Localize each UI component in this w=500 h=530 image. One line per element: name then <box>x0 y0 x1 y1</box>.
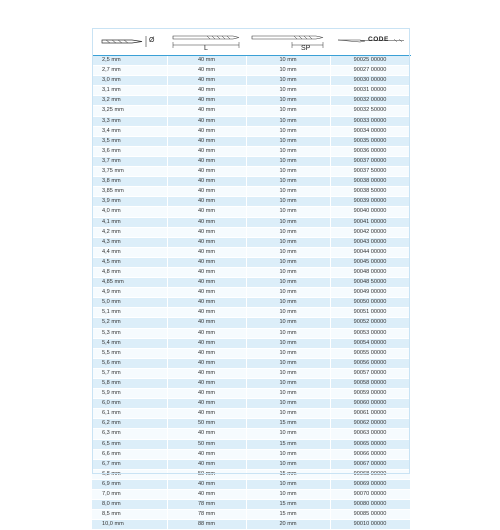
code-cell: 90048 50000 <box>330 278 410 288</box>
spiral-length-cell: 10 mm <box>246 358 330 368</box>
code-cell: 90040 00000 <box>330 207 410 217</box>
diameter-cell: 4,8 mm <box>92 267 167 277</box>
code-cell: 90056 00000 <box>330 358 410 368</box>
spiral-length-cell: 10 mm <box>246 278 330 288</box>
length-cell: 40 mm <box>167 187 246 197</box>
diameter-cell: 4,85 mm <box>92 278 167 288</box>
table-row <box>92 96 410 106</box>
length-cell: 40 mm <box>167 146 246 156</box>
table-row <box>92 368 410 378</box>
table-row <box>92 490 410 500</box>
code-cell: 90060 00000 <box>330 399 410 409</box>
table-row <box>92 469 410 479</box>
diameter-cell: 3,0 mm <box>92 76 167 86</box>
length-cell: 40 mm <box>167 338 246 348</box>
code-cell: 90033 00000 <box>330 116 410 126</box>
length-cell: 50 mm <box>167 419 246 429</box>
diameter-cell: 3,2 mm <box>92 96 167 106</box>
table-row <box>92 86 410 96</box>
table-row <box>92 106 410 116</box>
code-cell: 90061 00000 <box>330 409 410 419</box>
code-cell: 90053 00000 <box>330 328 410 338</box>
diameter-cell: 8,0 mm <box>92 500 167 510</box>
diameter-cell: 3,75 mm <box>92 167 167 177</box>
length-cell: 40 mm <box>167 389 246 399</box>
spiral-length-cell: 10 mm <box>246 368 330 378</box>
length-cell: 88 mm <box>167 520 246 530</box>
diameter-cell: 4,3 mm <box>92 237 167 247</box>
code-cell: 90037 50000 <box>330 167 410 177</box>
length-cell: 40 mm <box>167 409 246 419</box>
length-cell: 40 mm <box>167 116 246 126</box>
spiral-length-cell: 10 mm <box>246 167 330 177</box>
code-cell: 90067 00000 <box>330 459 410 469</box>
table-row <box>92 207 410 217</box>
table-row <box>92 156 410 166</box>
spiral-length-cell: 10 mm <box>246 298 330 308</box>
length-cell: 40 mm <box>167 328 246 338</box>
length-cell: 40 mm <box>167 247 246 257</box>
spiral-length-cell: 10 mm <box>246 56 330 66</box>
spiral-length-cell: 10 mm <box>246 389 330 399</box>
spiral-length-cell: 10 mm <box>246 177 330 187</box>
code-cell: 90037 00000 <box>330 156 410 166</box>
length-cell: 40 mm <box>167 56 246 66</box>
code-cell: 90042 00000 <box>330 227 410 237</box>
code-cell: 90032 00000 <box>330 96 410 106</box>
drill-spiral-length-icon <box>246 28 330 55</box>
diameter-cell: 2,5 mm <box>92 56 167 66</box>
table-row <box>92 187 410 197</box>
table-row <box>92 348 410 358</box>
length-cell: 78 mm <box>167 510 246 520</box>
diameter-cell: 6,0 mm <box>92 399 167 409</box>
code-cell: 90069 00000 <box>330 479 410 489</box>
code-cell: 90036 00000 <box>330 146 410 156</box>
diameter-cell: 5,4 mm <box>92 338 167 348</box>
spiral-length-cell: 10 mm <box>246 136 330 146</box>
table-row <box>92 479 410 489</box>
table-row <box>92 267 410 277</box>
diameter-cell: 5,3 mm <box>92 328 167 338</box>
spiral-length-cell: 10 mm <box>246 187 330 197</box>
spiral-length-cell: 10 mm <box>246 338 330 348</box>
spiral-length-cell: 10 mm <box>246 76 330 86</box>
length-cell: 40 mm <box>167 237 246 247</box>
code-cell: 90065 00000 <box>330 439 410 449</box>
diameter-cell: 4,0 mm <box>92 207 167 217</box>
drill-bit-spec-sheet <box>92 28 410 528</box>
spiral-length-cell: 10 mm <box>246 308 330 318</box>
diameter-cell: 3,25 mm <box>92 106 167 116</box>
length-cell: 40 mm <box>167 167 246 177</box>
code-label: CODE <box>368 36 389 43</box>
length-cell: 50 mm <box>167 469 246 479</box>
diameter-cell: 6,6 mm <box>92 449 167 459</box>
code-cell: 90048 00000 <box>330 267 410 277</box>
code-cell: 90058 00000 <box>330 379 410 389</box>
spiral-length-cell: 10 mm <box>246 66 330 76</box>
table-row <box>92 459 410 469</box>
diameter-cell: 3,9 mm <box>92 197 167 207</box>
table-row <box>92 177 410 187</box>
spiral-length-cell: 15 mm <box>246 469 330 479</box>
table-row <box>92 146 410 156</box>
spiral-length-cell: 10 mm <box>246 126 330 136</box>
spiral-length-cell: 10 mm <box>246 288 330 298</box>
length-cell: 40 mm <box>167 278 246 288</box>
table-row <box>92 500 410 510</box>
length-cell: 40 mm <box>167 318 246 328</box>
code-cell: 90045 00000 <box>330 257 410 267</box>
diameter-cell: 8,5 mm <box>92 510 167 520</box>
diameter-cell: 4,9 mm <box>92 288 167 298</box>
table-row <box>92 136 410 146</box>
diameter-cell: 3,4 mm <box>92 126 167 136</box>
diameter-cell: 10,0 mm <box>92 520 167 530</box>
length-cell: 40 mm <box>167 479 246 489</box>
spiral-length-cell: 10 mm <box>246 490 330 500</box>
code-cell: 90044 00000 <box>330 247 410 257</box>
diameter-cell: 6,9 mm <box>92 479 167 489</box>
diameter-cell: 3,1 mm <box>92 86 167 96</box>
code-cell: 90027 00000 <box>330 66 410 76</box>
table-row <box>92 116 410 126</box>
length-cell: 40 mm <box>167 177 246 187</box>
code-cell: 90051 00000 <box>330 308 410 318</box>
diameter-cell: 6,2 mm <box>92 419 167 429</box>
code-cell: 90034 00000 <box>330 126 410 136</box>
code-cell: 90038 50000 <box>330 187 410 197</box>
table-row <box>92 419 410 429</box>
code-cell: 90030 00000 <box>330 76 410 86</box>
spiral-length-cell: 10 mm <box>246 399 330 409</box>
table-row <box>92 338 410 348</box>
length-cell: 78 mm <box>167 500 246 510</box>
header-diameter <box>92 28 167 56</box>
diameter-cell: 5,8 mm <box>92 379 167 389</box>
code-cell: 90070 00000 <box>330 490 410 500</box>
table-row <box>92 227 410 237</box>
code-cell: 90031 00000 <box>330 86 410 96</box>
table-row <box>92 449 410 459</box>
length-cell: 40 mm <box>167 267 246 277</box>
spiral-length-cell: 10 mm <box>246 197 330 207</box>
spiral-length-cell: 10 mm <box>246 318 330 328</box>
table-row <box>92 358 410 368</box>
diameter-cell: 6,7 mm <box>92 459 167 469</box>
length-cell: 40 mm <box>167 399 246 409</box>
spec-table-body <box>92 56 410 530</box>
length-cell: 40 mm <box>167 429 246 439</box>
length-symbol: L <box>204 45 208 52</box>
table-row <box>92 76 410 86</box>
table-row <box>92 237 410 247</box>
diameter-cell: 3,6 mm <box>92 146 167 156</box>
length-cell: 40 mm <box>167 358 246 368</box>
table-row <box>92 298 410 308</box>
code-cell: 90080 00000 <box>330 500 410 510</box>
length-cell: 40 mm <box>167 227 246 237</box>
table-row <box>92 126 410 136</box>
spiral-length-cell: 10 mm <box>246 429 330 439</box>
code-cell: 90032 50000 <box>330 106 410 116</box>
table-row <box>92 439 410 449</box>
diameter-cell: 5,1 mm <box>92 308 167 318</box>
length-cell: 40 mm <box>167 459 246 469</box>
code-cell: 90025 00000 <box>330 56 410 66</box>
length-cell: 40 mm <box>167 156 246 166</box>
diameter-cell: 5,0 mm <box>92 298 167 308</box>
length-cell: 40 mm <box>167 66 246 76</box>
diameter-cell: 3,8 mm <box>92 177 167 187</box>
spiral-length-cell: 10 mm <box>246 217 330 227</box>
length-cell: 40 mm <box>167 308 246 318</box>
diameter-cell: 6,5 mm <box>92 439 167 449</box>
diameter-cell: 5,6 mm <box>92 358 167 368</box>
code-cell: 90062 00000 <box>330 419 410 429</box>
spiral-length-cell: 20 mm <box>246 520 330 530</box>
diameter-symbol: Ø <box>149 37 155 44</box>
table-row <box>92 257 410 267</box>
header-code <box>330 28 410 56</box>
diameter-cell: 5,7 mm <box>92 368 167 378</box>
spiral-length-cell: 10 mm <box>246 247 330 257</box>
spiral-length-cell: 10 mm <box>246 257 330 267</box>
spiral-length-cell: 10 mm <box>246 237 330 247</box>
length-cell: 40 mm <box>167 96 246 106</box>
code-cell: 90049 00000 <box>330 288 410 298</box>
spiral-length-cell: 15 mm <box>246 419 330 429</box>
table-row <box>92 308 410 318</box>
table-row <box>92 318 410 328</box>
diameter-cell: 3,85 mm <box>92 187 167 197</box>
diameter-cell: 5,5 mm <box>92 348 167 358</box>
code-cell: 90068 00000 <box>330 469 410 479</box>
length-cell: 40 mm <box>167 217 246 227</box>
length-cell: 40 mm <box>167 86 246 96</box>
code-cell: 90054 00000 <box>330 338 410 348</box>
header-spiral <box>246 28 330 56</box>
table-row <box>92 429 410 439</box>
spiral-length-cell: 10 mm <box>246 207 330 217</box>
code-cell: 90043 00000 <box>330 237 410 247</box>
spiral-length-cell: 15 mm <box>246 500 330 510</box>
drill-tip-diameter-icon <box>92 28 167 55</box>
length-cell: 40 mm <box>167 368 246 378</box>
spiral-length-cell: 10 mm <box>246 86 330 96</box>
code-cell: 90052 00000 <box>330 318 410 328</box>
table-row <box>92 167 410 177</box>
spiral-length-cell: 10 mm <box>246 106 330 116</box>
table-row <box>92 399 410 409</box>
table-row <box>92 288 410 298</box>
spiral-length-cell: 15 mm <box>246 510 330 520</box>
spiral-symbol: SP <box>301 45 311 52</box>
spiral-length-cell: 10 mm <box>246 409 330 419</box>
diameter-cell: 4,2 mm <box>92 227 167 237</box>
table-header-row <box>92 28 410 56</box>
table-row <box>92 66 410 76</box>
spiral-length-cell: 10 mm <box>246 267 330 277</box>
length-cell: 40 mm <box>167 298 246 308</box>
diameter-cell: 4,4 mm <box>92 247 167 257</box>
spiral-length-cell: 10 mm <box>246 328 330 338</box>
spiral-length-cell: 10 mm <box>246 348 330 358</box>
diameter-cell: 4,1 mm <box>92 217 167 227</box>
code-cell: 90039 00000 <box>330 197 410 207</box>
length-cell: 40 mm <box>167 207 246 217</box>
diameter-cell: 3,7 mm <box>92 156 167 166</box>
code-cell: 90085 00000 <box>330 510 410 520</box>
length-cell: 40 mm <box>167 449 246 459</box>
table-row <box>92 197 410 207</box>
length-cell: 40 mm <box>167 348 246 358</box>
table-row <box>92 56 410 66</box>
length-cell: 40 mm <box>167 126 246 136</box>
code-cell: 90066 00000 <box>330 449 410 459</box>
code-cell: 90038 00000 <box>330 177 410 187</box>
table-row <box>92 510 410 520</box>
length-cell: 40 mm <box>167 197 246 207</box>
spiral-length-cell: 10 mm <box>246 459 330 469</box>
spiral-length-cell: 10 mm <box>246 116 330 126</box>
table-row <box>92 217 410 227</box>
code-cell: 90063 00000 <box>330 429 410 439</box>
diameter-cell: 2,7 mm <box>92 66 167 76</box>
diameter-cell: 7,0 mm <box>92 490 167 500</box>
code-cell: 90035 00000 <box>330 136 410 146</box>
spiral-length-cell: 10 mm <box>246 449 330 459</box>
diameter-cell: 3,5 mm <box>92 136 167 146</box>
diameter-cell: 6,1 mm <box>92 409 167 419</box>
table-row <box>92 328 410 338</box>
spec-table <box>92 28 411 530</box>
diameter-cell: 5,2 mm <box>92 318 167 328</box>
diameter-cell: 6,3 mm <box>92 429 167 439</box>
spiral-length-cell: 10 mm <box>246 227 330 237</box>
length-cell: 50 mm <box>167 439 246 449</box>
length-cell: 40 mm <box>167 379 246 389</box>
spiral-length-cell: 10 mm <box>246 146 330 156</box>
length-cell: 40 mm <box>167 288 246 298</box>
table-row <box>92 409 410 419</box>
spiral-length-cell: 10 mm <box>246 96 330 106</box>
code-cell: 90050 00000 <box>330 298 410 308</box>
length-cell: 40 mm <box>167 136 246 146</box>
table-row <box>92 278 410 288</box>
length-cell: 40 mm <box>167 76 246 86</box>
length-cell: 40 mm <box>167 490 246 500</box>
header-length <box>167 28 246 56</box>
code-cell: 90041 00000 <box>330 217 410 227</box>
diameter-cell: 6,8 mm <box>92 469 167 479</box>
table-row <box>92 389 410 399</box>
length-cell: 40 mm <box>167 106 246 116</box>
spiral-length-cell: 10 mm <box>246 156 330 166</box>
length-cell: 40 mm <box>167 257 246 267</box>
code-cell: 90055 00000 <box>330 348 410 358</box>
code-cell: 90057 00000 <box>330 368 410 378</box>
diameter-cell: 4,5 mm <box>92 257 167 267</box>
table-row <box>92 379 410 389</box>
code-cell: 90059 00000 <box>330 389 410 399</box>
diameter-cell: 3,3 mm <box>92 116 167 126</box>
spiral-length-cell: 15 mm <box>246 439 330 449</box>
diameter-cell: 5,9 mm <box>92 389 167 399</box>
table-row <box>92 520 410 530</box>
code-cell: 90010 00000 <box>330 520 410 530</box>
spiral-length-cell: 10 mm <box>246 479 330 489</box>
table-row <box>92 247 410 257</box>
spiral-length-cell: 10 mm <box>246 379 330 389</box>
